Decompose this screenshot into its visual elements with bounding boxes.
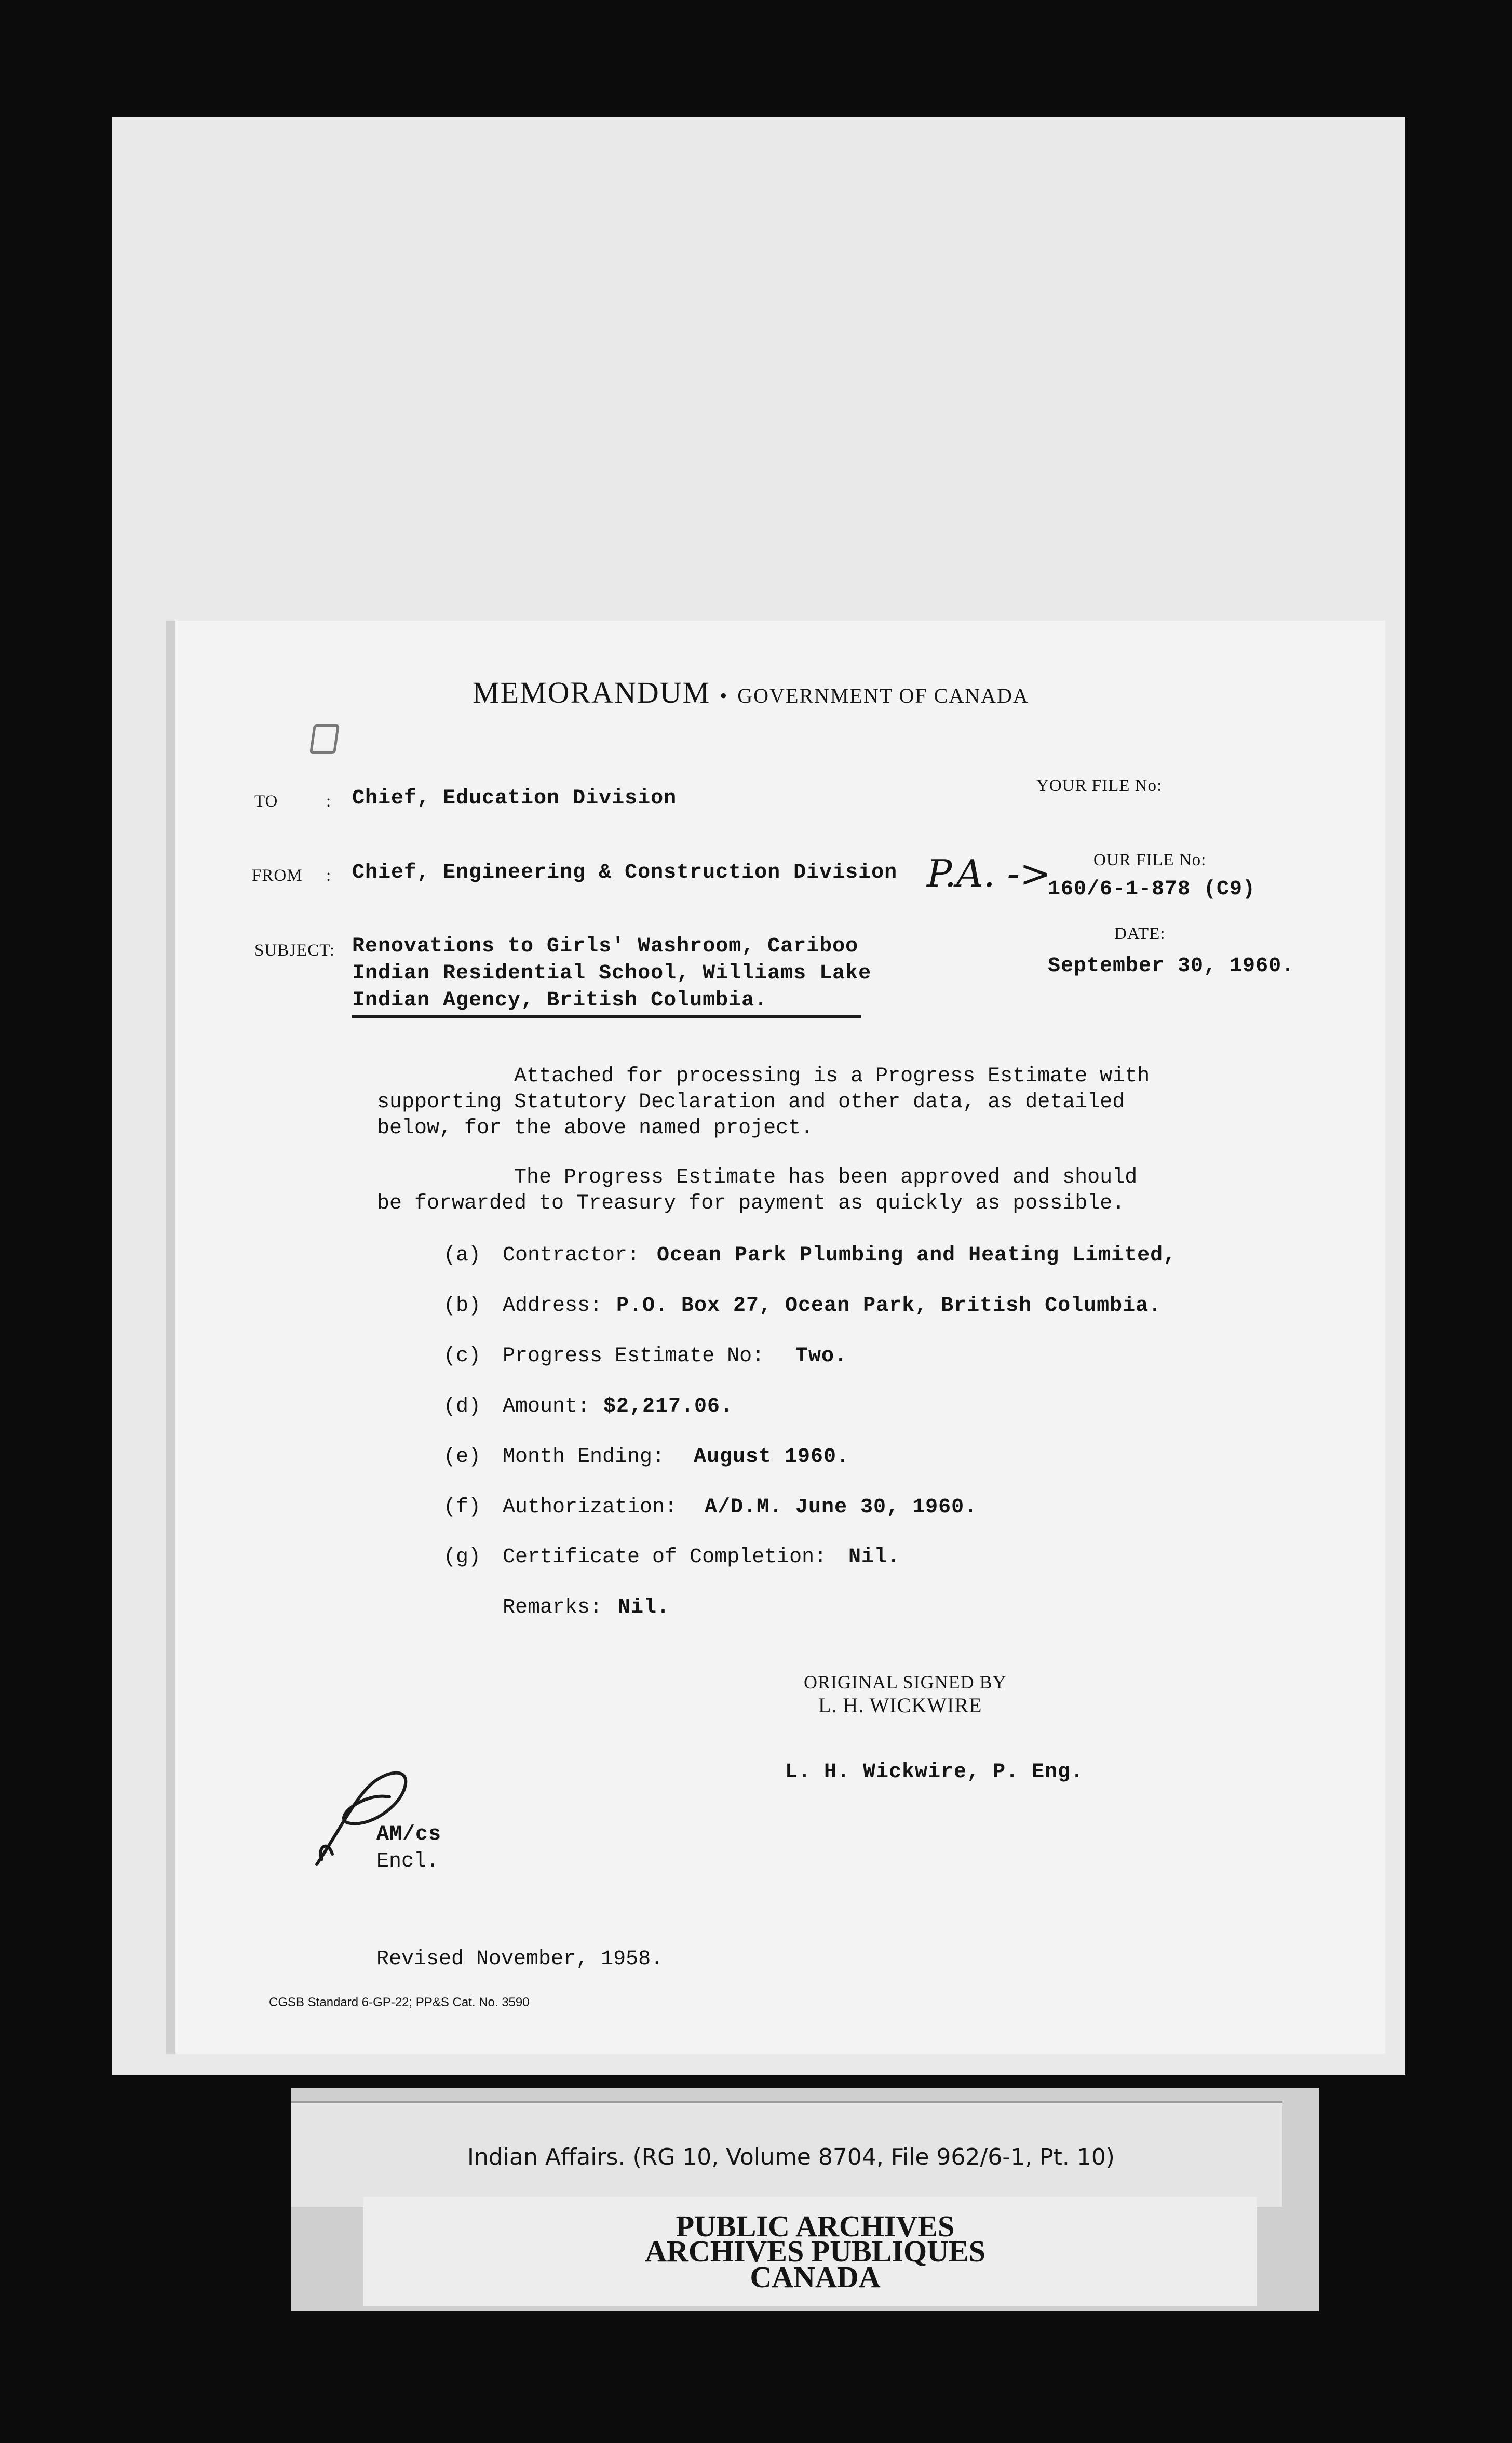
subject-underline [352,1015,861,1018]
to-label: TO [254,792,278,811]
signed-stamp-line-1: ORIGINAL SIGNED BY [804,1672,1007,1693]
archive-stamp-line-2: ARCHIVES PUBLIQUES [645,2234,986,2268]
item-a-value: Ocean Park Plumbing and Heating Limited, [657,1244,1177,1267]
archive-caption: Indian Affairs. (RG 10, Volume 8704, File 962/6-1, Pt. 10) [467,2144,1115,2170]
your-file-label: YOUR FILE No: [1036,776,1163,795]
subject-line-1: Renovations to Girls' Washroom, Cariboo [352,935,859,958]
item-c-label: Progress Estimate No: [503,1345,765,1368]
remarks-label: Remarks: [503,1596,603,1619]
item-g-label: Certificate of Completion: [503,1546,827,1569]
corner-mark [309,724,340,754]
memo-header [473,675,1029,710]
remarks-value: Nil. [618,1596,670,1619]
signed-stamp-line-2: L. H. WICKWIRE [818,1694,982,1717]
item-g-key: (g) [443,1546,481,1569]
subject-line-3: Indian Agency, British Columbia. [352,989,768,1012]
enclosure-note: Encl. [376,1850,439,1873]
form-code: CGSB Standard 6-GP-22; PP&S Cat. No. 3590 [269,1995,530,2009]
memo-subtitle: GOVERNMENT OF CANADA [737,684,1029,707]
item-a-label: Contractor: [503,1244,640,1267]
memo-title: MEMORANDUM [473,676,711,709]
para1-line-1: Attached for processing is a Progress Estimate with [514,1065,1150,1088]
handwritten-file-annotation: P.A. -> [927,852,1051,895]
our-file-value: 160/6-1-878 (C9) [1048,878,1256,901]
item-a-key: (a) [443,1244,481,1267]
item-e-key: (e) [443,1445,481,1469]
para1-line-3: below, for the above named project. [377,1117,814,1140]
item-b-value: P.O. Box 27, Ocean Park, British Columbia. [616,1294,1162,1318]
item-b-label: Address: [503,1294,603,1318]
date-label: DATE: [1114,924,1166,943]
item-d-key: (d) [443,1395,481,1418]
typist-initials: AM/cs [376,1823,442,1846]
item-e-label: Month Ending: [503,1445,665,1469]
para2-line-1: The Progress Estimate has been approved and should [514,1166,1138,1189]
subject-label: SUBJECT: [254,941,335,960]
item-d-value: $2,217.06. [603,1395,734,1418]
item-e-value: August 1960. [694,1445,850,1469]
subject-line-2: Indian Residential School, Williams Lake [352,962,872,985]
from-colon: : [326,866,332,885]
to-value: Chief, Education Division [352,787,677,810]
revised-note: Revised November, 1958. [376,1948,664,1971]
to-colon: : [326,792,332,811]
item-c-key: (c) [443,1345,481,1368]
item-f-value: A/D.M. June 30, 1960. [705,1496,978,1519]
from-value: Chief, Engineering & Construction Division [352,861,898,884]
item-d-label: Amount: [503,1395,590,1418]
item-g-value: Nil. [848,1546,901,1569]
typed-signature: L. H. Wickwire, P. Eng. [785,1761,1084,1784]
item-b-key: (b) [443,1294,481,1318]
para2-line-2: be forwarded to Treasury for payment as quickly as possible. [377,1192,1125,1215]
para1-line-2: supporting Statutory Declaration and other data, as detailed [377,1091,1125,1114]
header-bullet: • [720,684,728,707]
archive-stamp-line-3: CANADA [750,2260,881,2294]
item-c-value: Two. [795,1345,848,1368]
date-value: September 30, 1960. [1048,955,1295,978]
item-f-label: Authorization: [503,1496,678,1519]
item-f-key: (f) [443,1496,481,1519]
from-label: FROM [252,866,303,885]
our-file-label: OUR FILE No: [1094,851,1207,869]
archive-stamp-line-1: PUBLIC ARCHIVES [676,2209,955,2243]
